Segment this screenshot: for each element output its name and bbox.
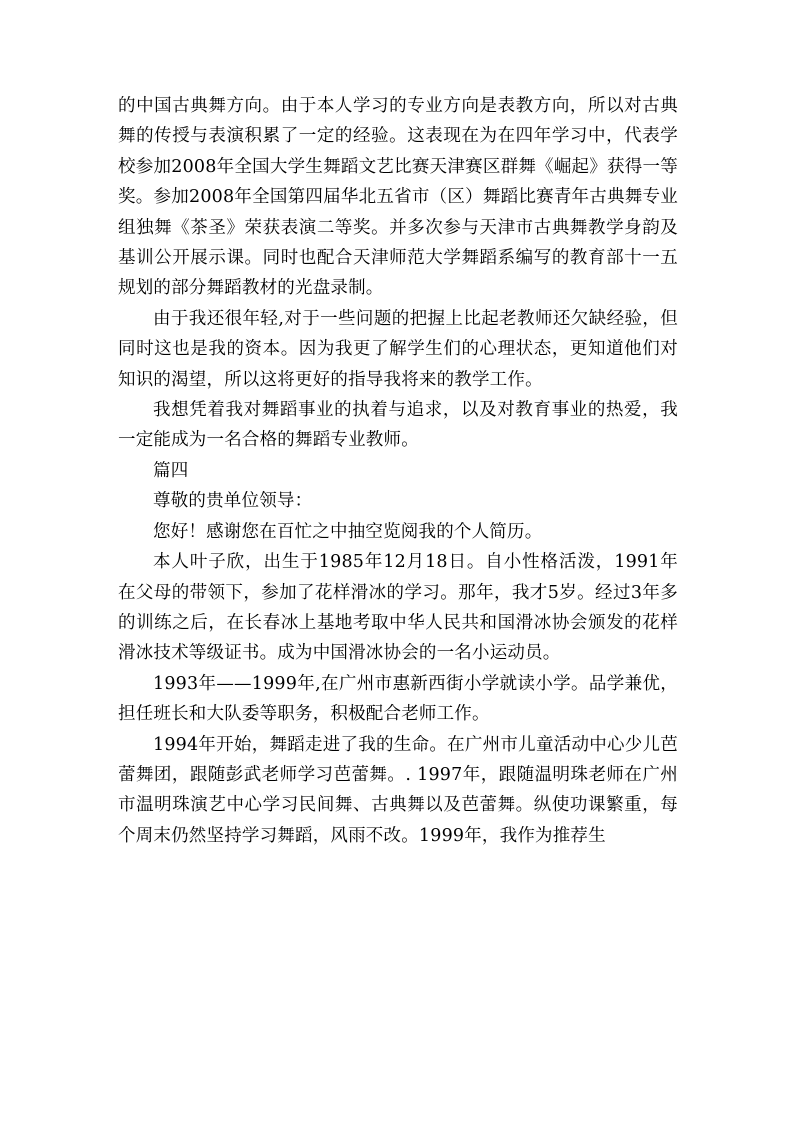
paragraph-8: 1993年——1999年,在广州市惠新西街小学就读小学。品学兼优，担任班长和大队委等职务，积极配合老师工作。 — [118, 673, 678, 725]
greeting: 您好！感谢您在百忙之中抽空览阅我的个人简历。 — [153, 521, 543, 542]
paragraph-1: 的中国古典舞方向。由于本人学习的专业方向是表教方向，所以对古典舞的传授与表演积累了一定的经验。这表现在为在四年学习中，代表学校参加2008年全国大学生舞蹈文艺比赛天津赛区群舞《崛起》获得一等奖。参加2008年全国第四届华北五省市（区）舞蹈比赛青年古典舞专业组独舞《茶圣》荣获表演二等奖。并多次参与天津市古典舞教学身韵及基训公开展示课。同时也配合天津师范大学舞蹈系编写的教育部十一五规划的部分舞蹈教材的光盘录制。 — [118, 96, 678, 299]
section-heading: 篇四 — [153, 460, 189, 481]
document-body — [118, 91, 678, 851]
paragraph-9: 1994年开始，舞蹈走进了我的生命。在广州市儿童活动中心少儿芭蕾舞团，跟随彭武老师学习芭蕾舞。. 1997年，跟随温明珠老师在广州市温明珠演艺中心学习民间舞、古典舞以及芭蕾舞。纵使功课繁重，每个周末仍然坚持学习舞蹈，风雨不改。1999年，我作为推荐生 — [118, 734, 678, 846]
salutation: 尊敬的贵单位领导： — [153, 491, 313, 512]
paragraph-7: 本人叶子欣，出生于1985年12月18日。自小性格活泼，1991年在父母的带领下，参加了花样滑冰的学习。那年，我才5岁。经过3年多的训练之后，在长春冰上基地考取中华人民共和国滑冰协会颁发的花样滑冰技术等级证书。成为中国滑冰协会的一名小运动员。 — [118, 552, 678, 664]
paragraph-3: 我想凭着我对舞蹈事业的执着与追求，以及对教育事业的热爱，我一定能成为一名合格的舞蹈专业教师。 — [118, 400, 678, 451]
paragraph-2: 由于我还很年轻,对于一些问题的把握上比起老教师还欠缺经验，但同时这也是我的资本。因为我更了解学生们的心理状态，更知道他们对知识的渴望，所以这将更好的指导我将来的教学工作。 — [118, 308, 678, 390]
